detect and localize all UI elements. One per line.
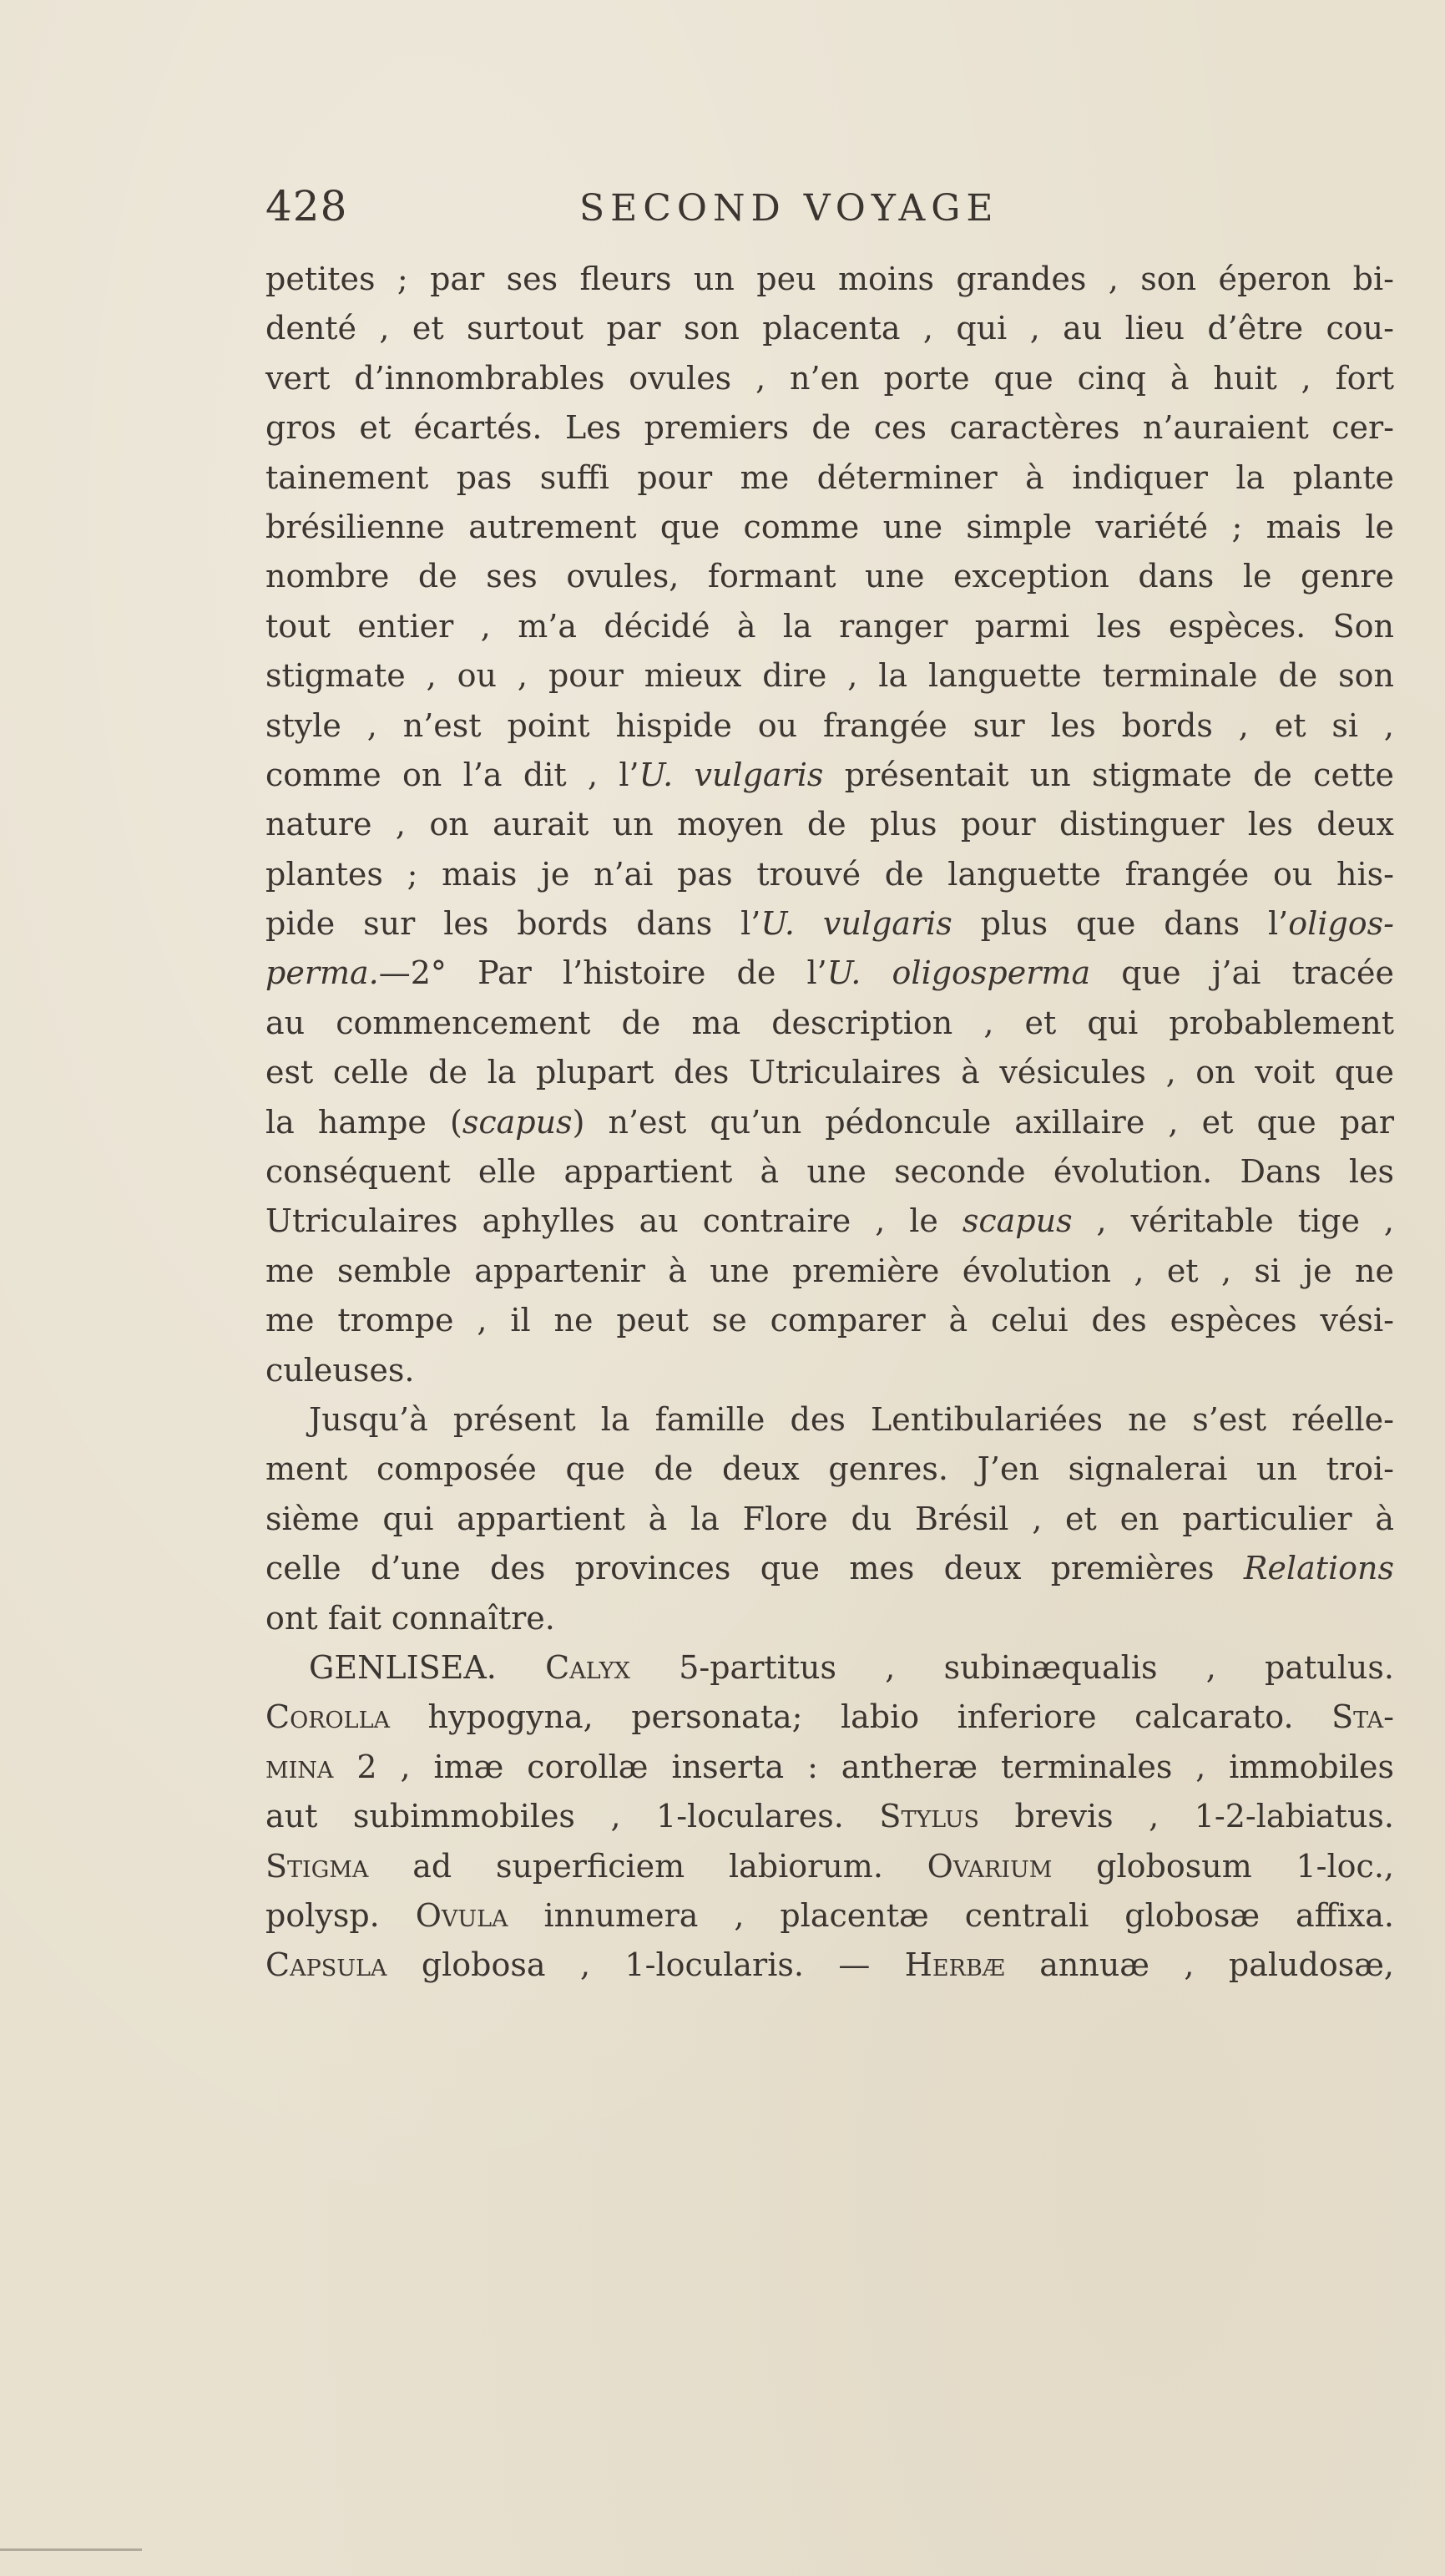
text-line: [265, 1495, 1394, 1544]
text-line: [265, 1842, 1394, 1891]
text-run: innumera , placentæ centrali globosæ affixa.: [508, 1896, 1394, 1934]
text-line: [265, 304, 1394, 353]
italic-text: U. vulgaris: [639, 756, 824, 793]
text-run: pide sur les bords dans l’: [265, 905, 761, 943]
text-run: 5-partitus , subinæqualis , patulus.: [629, 1648, 1394, 1686]
small-caps-text: Stylus: [879, 1798, 979, 1835]
text-line: [265, 453, 1394, 503]
text-run: Utriculaires aphylles au contraire , le: [265, 1202, 962, 1240]
page-number: 428: [265, 182, 348, 230]
text-run: celle d’une des provinces que mes deux premières: [265, 1550, 1244, 1587]
text-run: style , n’est point hispide ou frangée sur les bords , et si ,: [265, 706, 1394, 744]
text-line: [265, 899, 1394, 949]
italic-text: U. oligosperma: [826, 954, 1091, 992]
text-run: est celle de la plupart des Utriculaires à vésicules , on voit que: [265, 1054, 1394, 1091]
small-caps-text: Capsula: [265, 1946, 387, 1984]
text-run: ont fait connaître.: [265, 1599, 555, 1637]
text-line: [265, 949, 1394, 998]
text-line: [265, 1941, 1394, 1990]
text-line: [265, 1693, 1394, 1742]
text-line: [265, 1395, 1394, 1445]
text-run: GENLISEA.: [309, 1648, 546, 1686]
text-run: petites ; par ses fleurs un peu moins grandes , son éperon bi-: [265, 261, 1394, 297]
text-line: [265, 1743, 1394, 1792]
small-caps-text: Calyx: [545, 1648, 630, 1686]
text-run: me semble appartenir à une première évolution , et , si je ne: [265, 1252, 1394, 1289]
text-run: conséquent elle appartient à une seconde évolution. Dans les: [265, 1153, 1394, 1191]
text-line: [265, 1346, 1394, 1395]
text-run: brésilienne autrement que comme une simple variété ; mais le: [265, 508, 1394, 545]
text-run: me trompe , il ne peut se comparer à celui des espèces vési-: [265, 1302, 1394, 1339]
small-caps-text: Herbæ: [904, 1946, 1005, 1984]
text-line: [265, 403, 1394, 453]
text-run: la hampe (: [265, 1103, 462, 1141]
text-line: [265, 1891, 1394, 1941]
text-run: nombre de ses ovules, formant une exception dans le genre: [265, 558, 1394, 595]
text-run: polysp.: [265, 1896, 416, 1934]
text-run: nature , on aurait un moyen de plus pour distinguer les deux: [265, 806, 1394, 843]
text-line: [265, 701, 1394, 751]
text-line: [265, 1296, 1394, 1345]
text-line: [265, 503, 1394, 552]
text-line: [265, 1643, 1394, 1693]
text-line: [265, 1147, 1394, 1197]
running-title: SECOND VOYAGE: [579, 187, 999, 230]
text-line: [265, 1197, 1394, 1246]
text-line: [265, 1594, 1394, 1643]
text-line: [265, 1792, 1394, 1841]
text-run: ) n’est qu’un pédoncule axillaire , et que par: [572, 1103, 1394, 1141]
text-line: [265, 751, 1394, 800]
italic-text: scapus: [962, 1202, 1073, 1240]
page-edge-rule: [0, 2548, 142, 2551]
text-line: [265, 255, 1394, 304]
text-line: [265, 800, 1394, 849]
small-caps-text: mina: [265, 1748, 334, 1785]
text-run: au commencement de ma description , et qui probablement: [265, 1004, 1394, 1041]
text-run: brevis , 1-2-labiatus.: [978, 1798, 1395, 1835]
text-run: hypogyna, personata; labio inferiore calcarato.: [390, 1698, 1332, 1736]
text-run: gros et écartés. Les premiers de ces caractères n’auraient cer-: [265, 409, 1394, 447]
text-run: Jusqu’à présent la famille des Lentibulariées ne s’est réelle-: [309, 1400, 1394, 1438]
text-run: globosum 1-loc.,: [1052, 1847, 1394, 1885]
text-run: stigmate , ou , pour mieux dire , la languette terminale de son: [265, 657, 1394, 695]
text-run: globosa , 1-locularis. —: [387, 1946, 905, 1984]
text-run: , véritable tige ,: [1072, 1202, 1394, 1240]
text-run: vert d’innombrables ovules , n’en porte que cinq à huit , fort: [265, 359, 1394, 397]
text-run: 2 , imæ corollæ inserta : antheræ terminales , immobiles: [333, 1748, 1394, 1785]
text-run: tainement pas suffi pour me déterminer à indiquer la plante: [265, 458, 1394, 496]
italic-text: oligos-: [1288, 905, 1395, 943]
small-caps-text: Ovula: [415, 1896, 508, 1934]
text-run: ad superficiem labiorum.: [368, 1847, 927, 1885]
text-line: [265, 850, 1394, 899]
italic-text: scapus: [462, 1103, 573, 1141]
text-line: [265, 1544, 1394, 1593]
small-caps-text: Ovarium: [927, 1847, 1053, 1885]
page-header: [265, 182, 1100, 240]
text-run: annuæ , paludosæ,: [1004, 1946, 1395, 1984]
text-line: [265, 602, 1394, 651]
italic-text: U. vulgaris: [760, 905, 952, 943]
small-caps-text: Corolla: [265, 1698, 391, 1736]
text-run: denté , et surtout par son placenta , qui , au lieu d’être cou-: [265, 310, 1394, 347]
text-line: [265, 1098, 1394, 1147]
text-line: [265, 1247, 1394, 1296]
text-run: tout entier , m’a décidé à la ranger parmi les espèces. Son: [265, 607, 1394, 645]
text-line: [265, 999, 1394, 1048]
italic-text: Relations: [1243, 1550, 1394, 1587]
small-caps-text: Stigma: [265, 1847, 369, 1885]
text-run: ment composée que de deux genres. J’en signalerai un troi-: [265, 1450, 1394, 1488]
text-line: [265, 354, 1394, 403]
body-text: [265, 255, 1394, 1991]
text-run: plus que dans l’: [952, 905, 1289, 943]
text-run: que j’ai tracée: [1090, 954, 1394, 992]
small-caps-text: Sta-: [1331, 1698, 1394, 1736]
text-line: [265, 651, 1394, 701]
text-run: culeuses.: [265, 1351, 415, 1389]
text-line: [265, 552, 1394, 601]
text-run: plantes ; mais je n’ai pas trouvé de languette frangée ou his-: [265, 855, 1394, 893]
text-run: —2° Par l’histoire de l’: [378, 954, 827, 992]
text-line: [265, 1445, 1394, 1494]
text-line: [265, 1048, 1394, 1097]
text-run: présentait un stigmate de cette: [823, 756, 1394, 793]
text-run: aut subimmobiles , 1-loculares.: [265, 1798, 880, 1835]
text-run: comme on l’a dit , l’: [265, 756, 639, 793]
text-run: sième qui appartient à la Flore du Brésil , et en particulier à: [265, 1500, 1394, 1537]
italic-text: perma.: [265, 954, 379, 992]
